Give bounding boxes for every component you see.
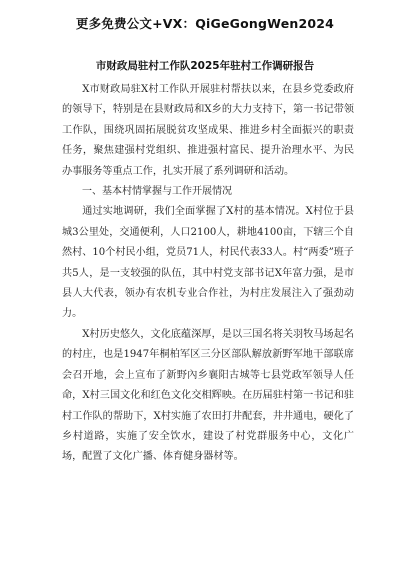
intro-paragraph: X市财政局驻X村工作队开展驻村帮扶以来，在县乡党委政府的领导下，特别是在县财政局和X乡的大力支持下，第一书记带领工作队，围绕巩固拓展脱贫攻坚成果、推进乡村全面振兴的职责任务，聚焦建强村党组织、推进强村富民、提升治理水平、为民办事服务等重点工作，扎实开展了系列调研和活动。 xyxy=(62,84,354,177)
promo-banner: 更多免费公文+VX：QiGeGongWen2024 xyxy=(75,16,335,31)
section-heading: 一、基本村情掌握与工作开展情况 xyxy=(82,186,232,198)
document-title: 市财政局驻村工作队2025年驻村工作调研报告 xyxy=(95,60,315,72)
document-body xyxy=(62,80,354,468)
village-overview-paragraph: 通过实地调研，我们全面掌握了X村的基本情况。X村位于县城3公里处，交通便利，人口2100人，耕地4100亩，下辖三个自然村、10个村民小组，党员71人，村民代表33人。村“两委”班子共5人，是一支较强的队伍，其中村党支部书记X年富力强，是市县人大代表，领办有农机专业合作社，为村庄发展注入了强劲动力。 xyxy=(62,206,354,320)
village-history-paragraph: X村历史悠久，文化底蕴深厚，是以三国名将关羽牧马场起名的村庄，也是1947年桐柏军区三分区部队解放新野军地干部联席会召开地，会上宣布了新野內乡襄阳古城等七县党政军领导人任命，X村三国文化和红色文化交相辉映。在历届驻村第一书记和驻村工作队的帮助下，X村实施了农田打井配套，井井通电，硬化了乡村道路，实施了安全饮水，建设了村党群服务中心，文化广场，配置了文化广播、体育健身器材等。 xyxy=(62,328,354,463)
